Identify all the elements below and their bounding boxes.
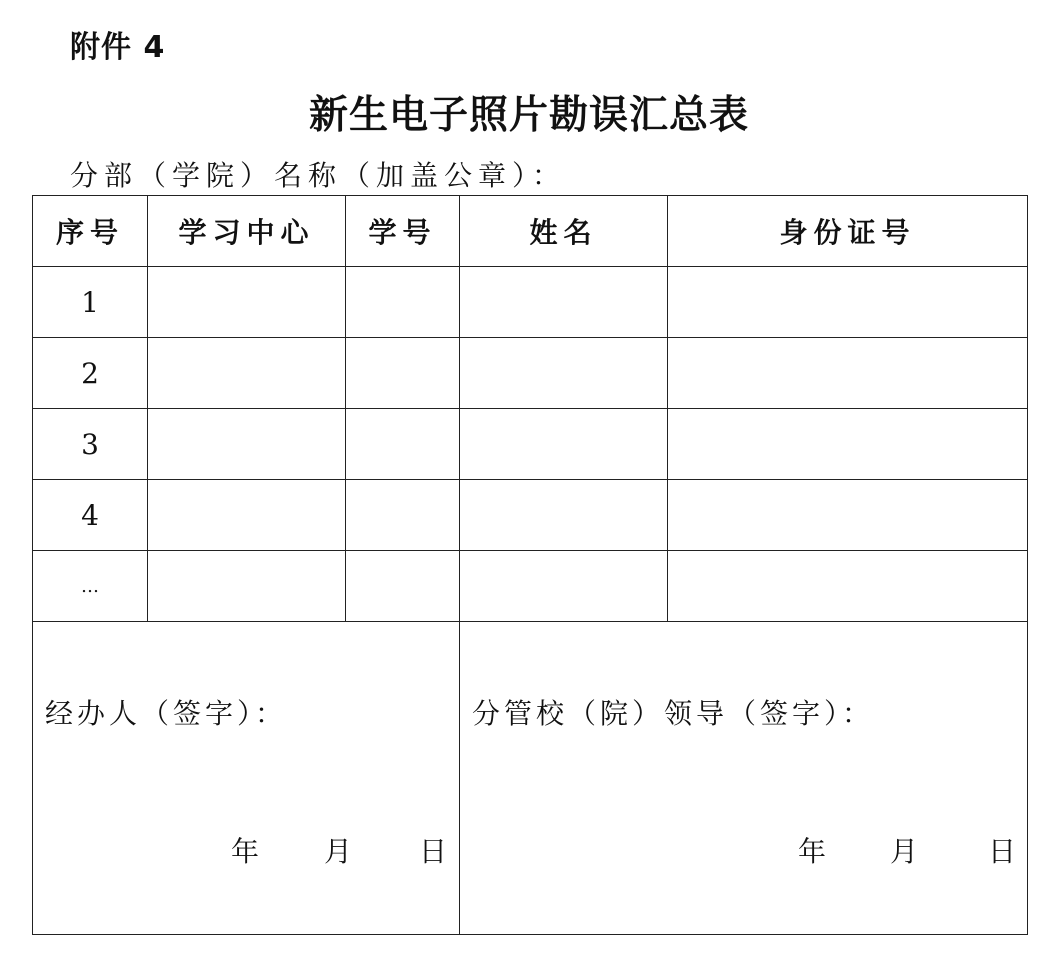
table-row [33,409,1028,480]
header-id-number: 身份证号 [668,196,1028,267]
cell-learning-center[interactable] [148,338,346,409]
header-seq: 序号 [33,196,148,267]
row-seq: 4 [33,480,148,551]
table-row [33,551,1028,622]
cell-student-id[interactable] [346,338,460,409]
table-header-row [33,196,1028,267]
cell-learning-center[interactable] [148,551,346,622]
row-seq: 1 [33,267,148,338]
department-label: 分部（学院）名称（加盖公章）： [70,159,567,192]
cell-learning-center[interactable] [148,267,346,338]
row-seq: … [33,551,148,622]
cell-id-number[interactable] [668,338,1028,409]
cell-name[interactable] [460,480,668,551]
cell-student-id[interactable] [346,409,460,480]
leader-date-month: 月 [890,835,919,868]
header-student-id: 学号 [346,196,460,267]
cell-learning-center[interactable] [148,480,346,551]
row-seq: 3 [33,409,148,480]
handler-date-day: 日 [419,835,448,868]
header-learning-center: 学习中心 [148,196,346,267]
handler-date-month: 月 [324,835,353,868]
handler-signature-label: 经办人（签字）： [45,697,288,730]
leader-date-day: 日 [988,835,1017,868]
row-seq: 2 [33,338,148,409]
attachment-label: 附件 4 [70,30,166,65]
cell-student-id[interactable] [346,480,460,551]
cell-name[interactable] [460,551,668,622]
cell-id-number[interactable] [668,551,1028,622]
cell-id-number[interactable] [668,409,1028,480]
cell-id-number[interactable] [668,480,1028,551]
cell-name[interactable] [460,409,668,480]
cell-learning-center[interactable] [148,409,346,480]
table-row [33,267,1028,338]
leader-signature-label: 分管校（院）领导（签字）： [472,697,875,730]
handler-date-year: 年 [231,835,260,868]
cell-name[interactable] [460,338,668,409]
cell-name[interactable] [460,267,668,338]
cell-student-id[interactable] [346,551,460,622]
header-name: 姓名 [460,196,668,267]
cell-id-number[interactable] [668,267,1028,338]
table-row [33,338,1028,409]
handler-signature-cell[interactable] [33,622,460,935]
page-title: 新生电子照片勘误汇总表 [308,92,749,138]
table-row [33,480,1028,551]
signature-row [33,622,1028,935]
cell-student-id[interactable] [346,267,460,338]
leader-signature-cell[interactable] [460,622,1028,935]
summary-table [32,195,1028,935]
leader-date-year: 年 [798,835,827,868]
